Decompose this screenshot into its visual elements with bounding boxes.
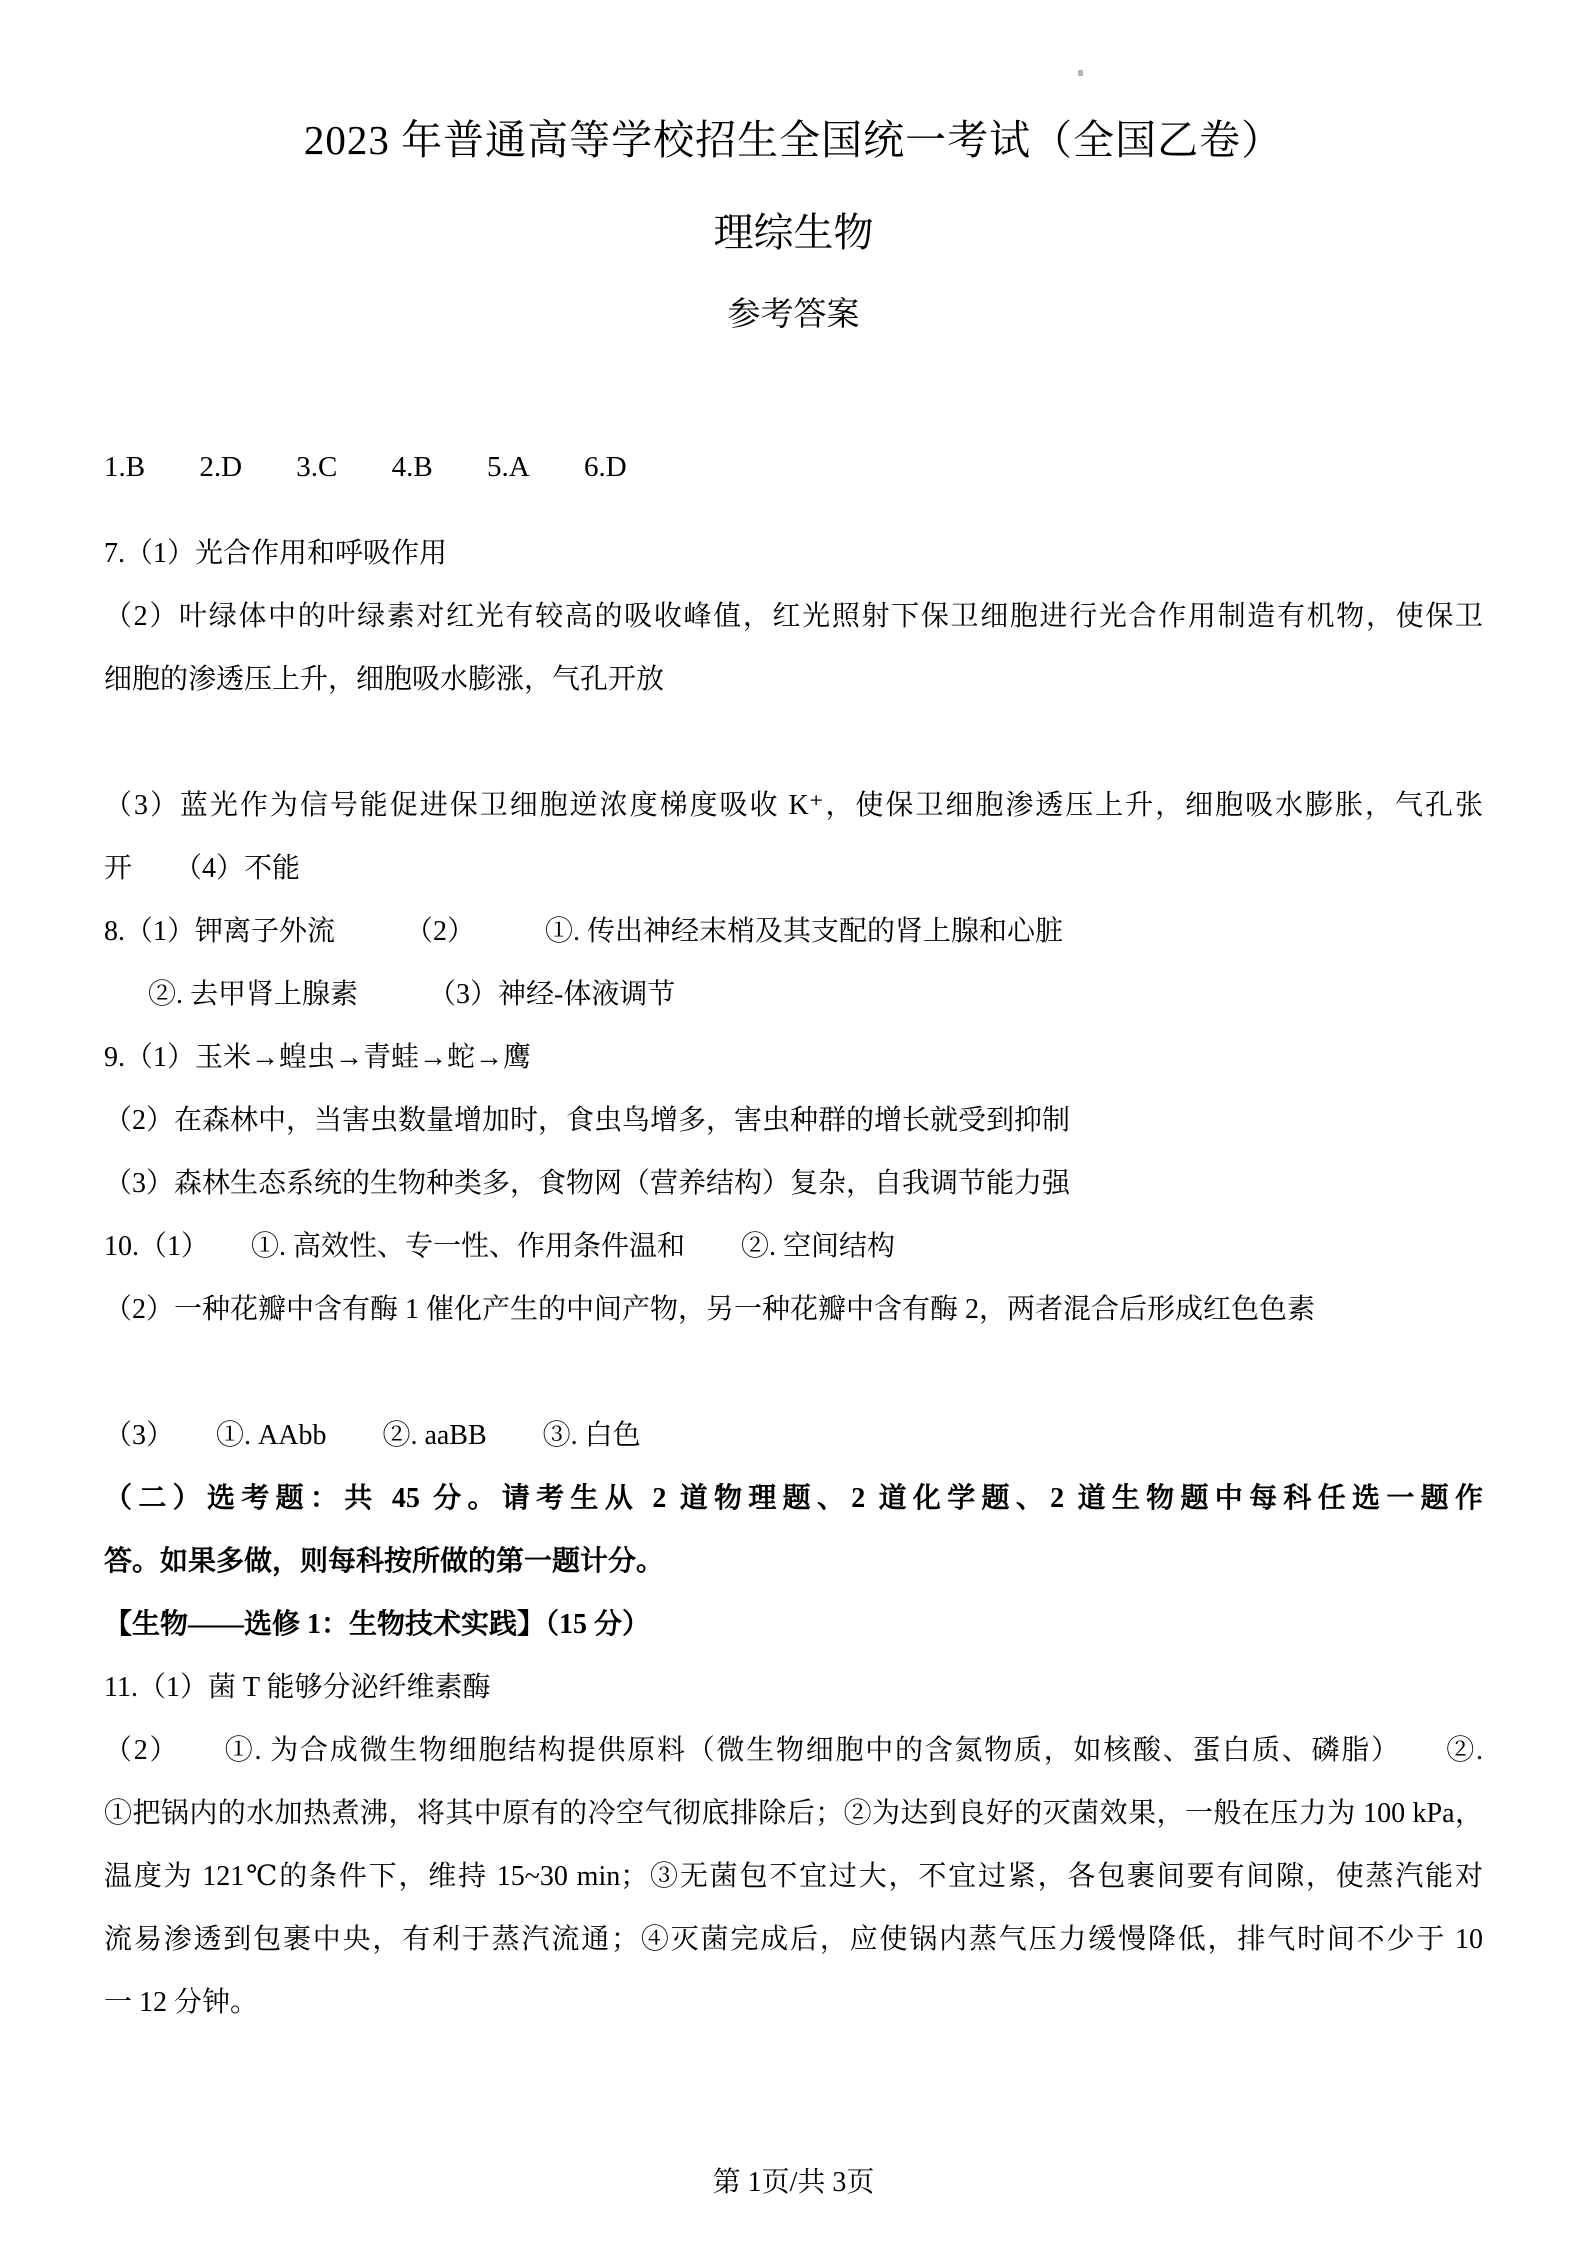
answer-line-q7-3a: （3）蓝光作为信号能促进保卫细胞逆浓度梯度吸收 K⁺，使保卫细胞渗透压上升，细胞吸水膨胀，气孔张 xyxy=(104,790,1483,821)
answer-line-q10-1: 10.（1） ①. 高效性、专一性、作用条件温和 ②. 空间结构 xyxy=(104,1231,896,1262)
answer-lines xyxy=(104,522,1483,2034)
choice-answer: 6.D xyxy=(583,451,627,483)
answer-line-q8-1-2: 8.（1）钾离子外流 （2） ①. 传出神经末梢及其支配的肾上腺和心脏 xyxy=(104,916,1064,947)
section-note-line-1: （二）选考题：共 45 分。请考生从 2 道物理题、2 道化学题、2 道生物题中每科任选一题作 xyxy=(104,1483,1483,1514)
stray-mark xyxy=(1078,70,1083,76)
blank-line xyxy=(104,1341,1483,1404)
answer-content xyxy=(0,450,1587,2034)
page-footer: 第 1页/共 3页 xyxy=(712,2167,875,2198)
blank-line xyxy=(104,711,1483,774)
answer-line-q9-3: （3）森林生态系统的生物种类多，食物网（营养结构）复杂，自我调节能力强 xyxy=(104,1168,1071,1199)
exam-subject: 理综生物 xyxy=(713,210,874,255)
answer-line-q11-2e: 一 12 分钟。 xyxy=(104,1987,259,2018)
choice-answer: 4.B xyxy=(391,451,433,483)
answer-line-q9-1: 9.（1）玉米→蝗虫→青蛙→蛇→鹰 xyxy=(104,1042,532,1073)
answer-line-q7-3b-q7-4: 开 （4）不能 xyxy=(104,853,301,884)
choice-answer: 2.D xyxy=(199,451,243,483)
choice-answer: 1.B xyxy=(104,451,146,483)
choice-answer: 3.C xyxy=(296,451,338,483)
answer-line-q11-2b: ①把锅内的水加热煮沸，将其中原有的冷空气彻底排除后；②为达到良好的灭菌效果，一般在压力为 100 kPa， xyxy=(104,1798,1483,1829)
answer-line-q9-2: （2）在森林中，当害虫数量增加时，食虫鸟增多，害虫种群的增长就受到抑制 xyxy=(104,1105,1071,1136)
choice-answers-row xyxy=(104,450,1483,484)
answer-line-q8-2b-3: ②. 去甲肾上腺素 （3）神经-体液调节 xyxy=(148,979,676,1010)
answer-line-q7-2a: （2）叶绿体中的叶绿素对红光有较高的吸收峰值，红光照射下保卫细胞进行光合作用制造有机物，使保卫 xyxy=(104,601,1483,632)
answer-line-q7-2b: 细胞的渗透压上升，细胞吸水膨涨，气孔开放 xyxy=(104,664,665,695)
section-heading: 参考答案 xyxy=(727,297,860,333)
answer-line-q11-2a: （2） ①. 为合成微生物细胞结构提供原料（微生物细胞中的含氮物质，如核酸、蛋白质、磷脂） ②. xyxy=(104,1735,1483,1766)
exam-title: 2023 年普通高等学校招生全国统一考试（全国乙卷） xyxy=(303,117,1284,163)
answer-line-q7-1: 7.（1）光合作用和呼吸作用 xyxy=(104,538,448,569)
elective-heading: 【生物——选修 1：生物技术实践】（15 分） xyxy=(104,1609,651,1640)
answer-line-q11-2c: 温度为 121℃的条件下，维持 15~30 min；③无菌包不宜过大，不宜过紧，各包裹间要有间隙，使蒸汽能对 xyxy=(104,1861,1483,1892)
answer-line-q10-3: （3） ①. AAbb ②. aaBB ③. 白色 xyxy=(104,1420,641,1451)
answer-line-q11-1: 11.（1）菌 T 能够分泌纤维素酶 xyxy=(104,1672,491,1703)
choice-answer: 5.A xyxy=(486,451,530,483)
answer-line-q10-2: （2）一种花瓣中含有酶 1 催化产生的中间产物，另一种花瓣中含有酶 2，两者混合后形成红色色素 xyxy=(104,1294,1316,1325)
answer-line-q11-2d: 流易渗透到包裹中央，有利于蒸汽流通；④灭菌完成后，应使锅内蒸气压力缓慢降低，排气时间不少于 10 xyxy=(104,1924,1483,1955)
section-note-line-2: 答。如果多做，则每科按所做的第一题计分。 xyxy=(104,1546,665,1577)
